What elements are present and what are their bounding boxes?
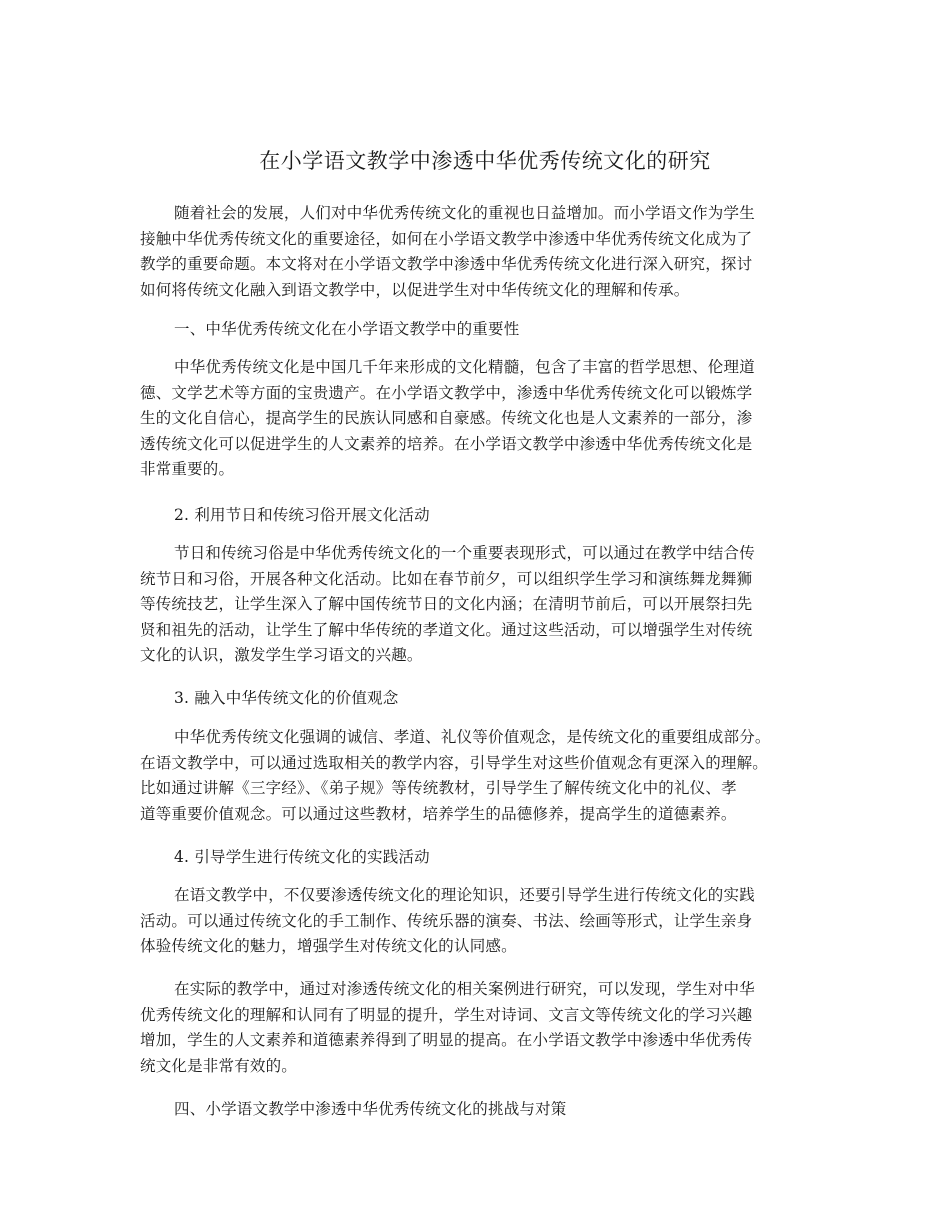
section-heading: 2. 利用节日和传统习俗开展文化活动 bbox=[174, 506, 430, 524]
body-paragraph bbox=[140, 883, 820, 960]
section-heading: 3. 融入中华传统文化的价值观念 bbox=[174, 689, 399, 707]
text-line: 文化的认识，激发学生学习语文的兴趣。 bbox=[140, 646, 423, 665]
text-line: 生的文化自信心，提高学生的民族认同感和自豪感。传统文化也是人文素养的一部分，渗 bbox=[140, 409, 753, 428]
section-heading: 一、中华优秀传统文化在小学语文教学中的重要性 bbox=[174, 320, 520, 338]
section-heading: 4. 引导学生进行传统文化的实践活动 bbox=[174, 848, 430, 866]
body-paragraph bbox=[140, 977, 820, 1079]
text-line: 中华优秀传统文化强调的诚信、孝道、礼仪等价值观念，是传统文化的重要组成部分。 bbox=[174, 728, 771, 746]
text-line: 等传统技艺，让学生深入了解中国传统节日的文化内涵；在清明节前后，可以开展祭扫先 bbox=[140, 595, 753, 614]
text-line: 在语文教学中，可以通过选取相关的教学内容，引导学生对这些价值观念有更深入的理解。 bbox=[140, 753, 769, 772]
text-line: 在语文教学中，不仅要渗透传统文化的理论知识，还要引导学生进行传统文化的实践 bbox=[174, 886, 755, 904]
section-heading: 四、小学语文教学中渗透中华优秀传统文化的挑战与对策 bbox=[174, 1100, 567, 1118]
document-title: 在小学语文教学中渗透中华优秀传统文化的研究 bbox=[259, 149, 711, 173]
text-line: 透传统文化可以促进学生的人文素养的培养。在小学语文教学中渗透中华优秀传统文化是 bbox=[140, 434, 753, 453]
text-line: 体验传统文化的魅力，增强学生对传统文化的认同感。 bbox=[140, 937, 517, 956]
intro-paragraph bbox=[140, 201, 820, 303]
text-line: 优秀传统文化的理解和认同有了明显的提升，学生对诗词、文言文等传统文化的学习兴趣 bbox=[140, 1005, 753, 1024]
text-line: 活动。可以通过传统文化的手工制作、传统乐器的演奏、书法、绘画等形式，让学生亲身 bbox=[140, 911, 753, 930]
text-line: 中华优秀传统文化是中国几千年来形成的文化精髓，包含了丰富的哲学思想、伦理道 bbox=[174, 358, 755, 376]
text-line: 贤和祖先的活动，让学生了解中华传统的孝道文化。通过这些活动，可以增强学生对传统 bbox=[140, 620, 753, 639]
text-line: 比如通过讲解《三字经》、《弟子规》等传统教材，引导学生了解传统文化中的礼仪、孝 bbox=[140, 779, 737, 798]
body-paragraph bbox=[140, 355, 820, 483]
text-line: 节日和传统习俗是中华优秀传统文化的一个重要表现形式，可以通过在教学中结合传 bbox=[174, 544, 755, 562]
text-line: 道等重要价值观念。可以通过这些教材，培养学生的品德修养，提高学生的道德素养。 bbox=[140, 804, 737, 823]
text-line: 随着社会的发展，人们对中华优秀传统文化的重视也日益增加。而小学语文作为学生 bbox=[174, 204, 755, 222]
text-line: 增加，学生的人文素养和道德素养得到了明显的提高。在小学语文教学中渗透中华优秀传 bbox=[140, 1031, 753, 1050]
text-line: 在实际的教学中，通过对渗透传统文化的相关案例进行研究，可以发现，学生对中华 bbox=[174, 980, 755, 998]
body-paragraph bbox=[140, 725, 820, 827]
text-line: 德、文学艺术等方面的宝贵遗产。在小学语文教学中，渗透中华优秀传统文化可以锻炼学 bbox=[140, 383, 753, 402]
text-line: 统节日和习俗，开展各种文化活动。比如在春节前夕，可以组织学生学习和演练舞龙舞狮 bbox=[140, 569, 753, 588]
text-line: 如何将传统文化融入到语文教学中，以促进学生对中华传统文化的理解和传承。 bbox=[140, 280, 690, 299]
text-line: 非常重要的。 bbox=[140, 460, 235, 479]
body-paragraph bbox=[140, 541, 820, 669]
text-line: 教学的重要命题。本文将对在小学语文教学中渗透中华优秀传统文化进行深入研究，探讨 bbox=[140, 255, 753, 274]
text-line: 接触中华优秀传统文化的重要途径，如何在小学语文教学中渗透中华优秀传统文化成为了 bbox=[140, 229, 753, 248]
text-line: 统文化是非常有效的。 bbox=[140, 1056, 298, 1075]
